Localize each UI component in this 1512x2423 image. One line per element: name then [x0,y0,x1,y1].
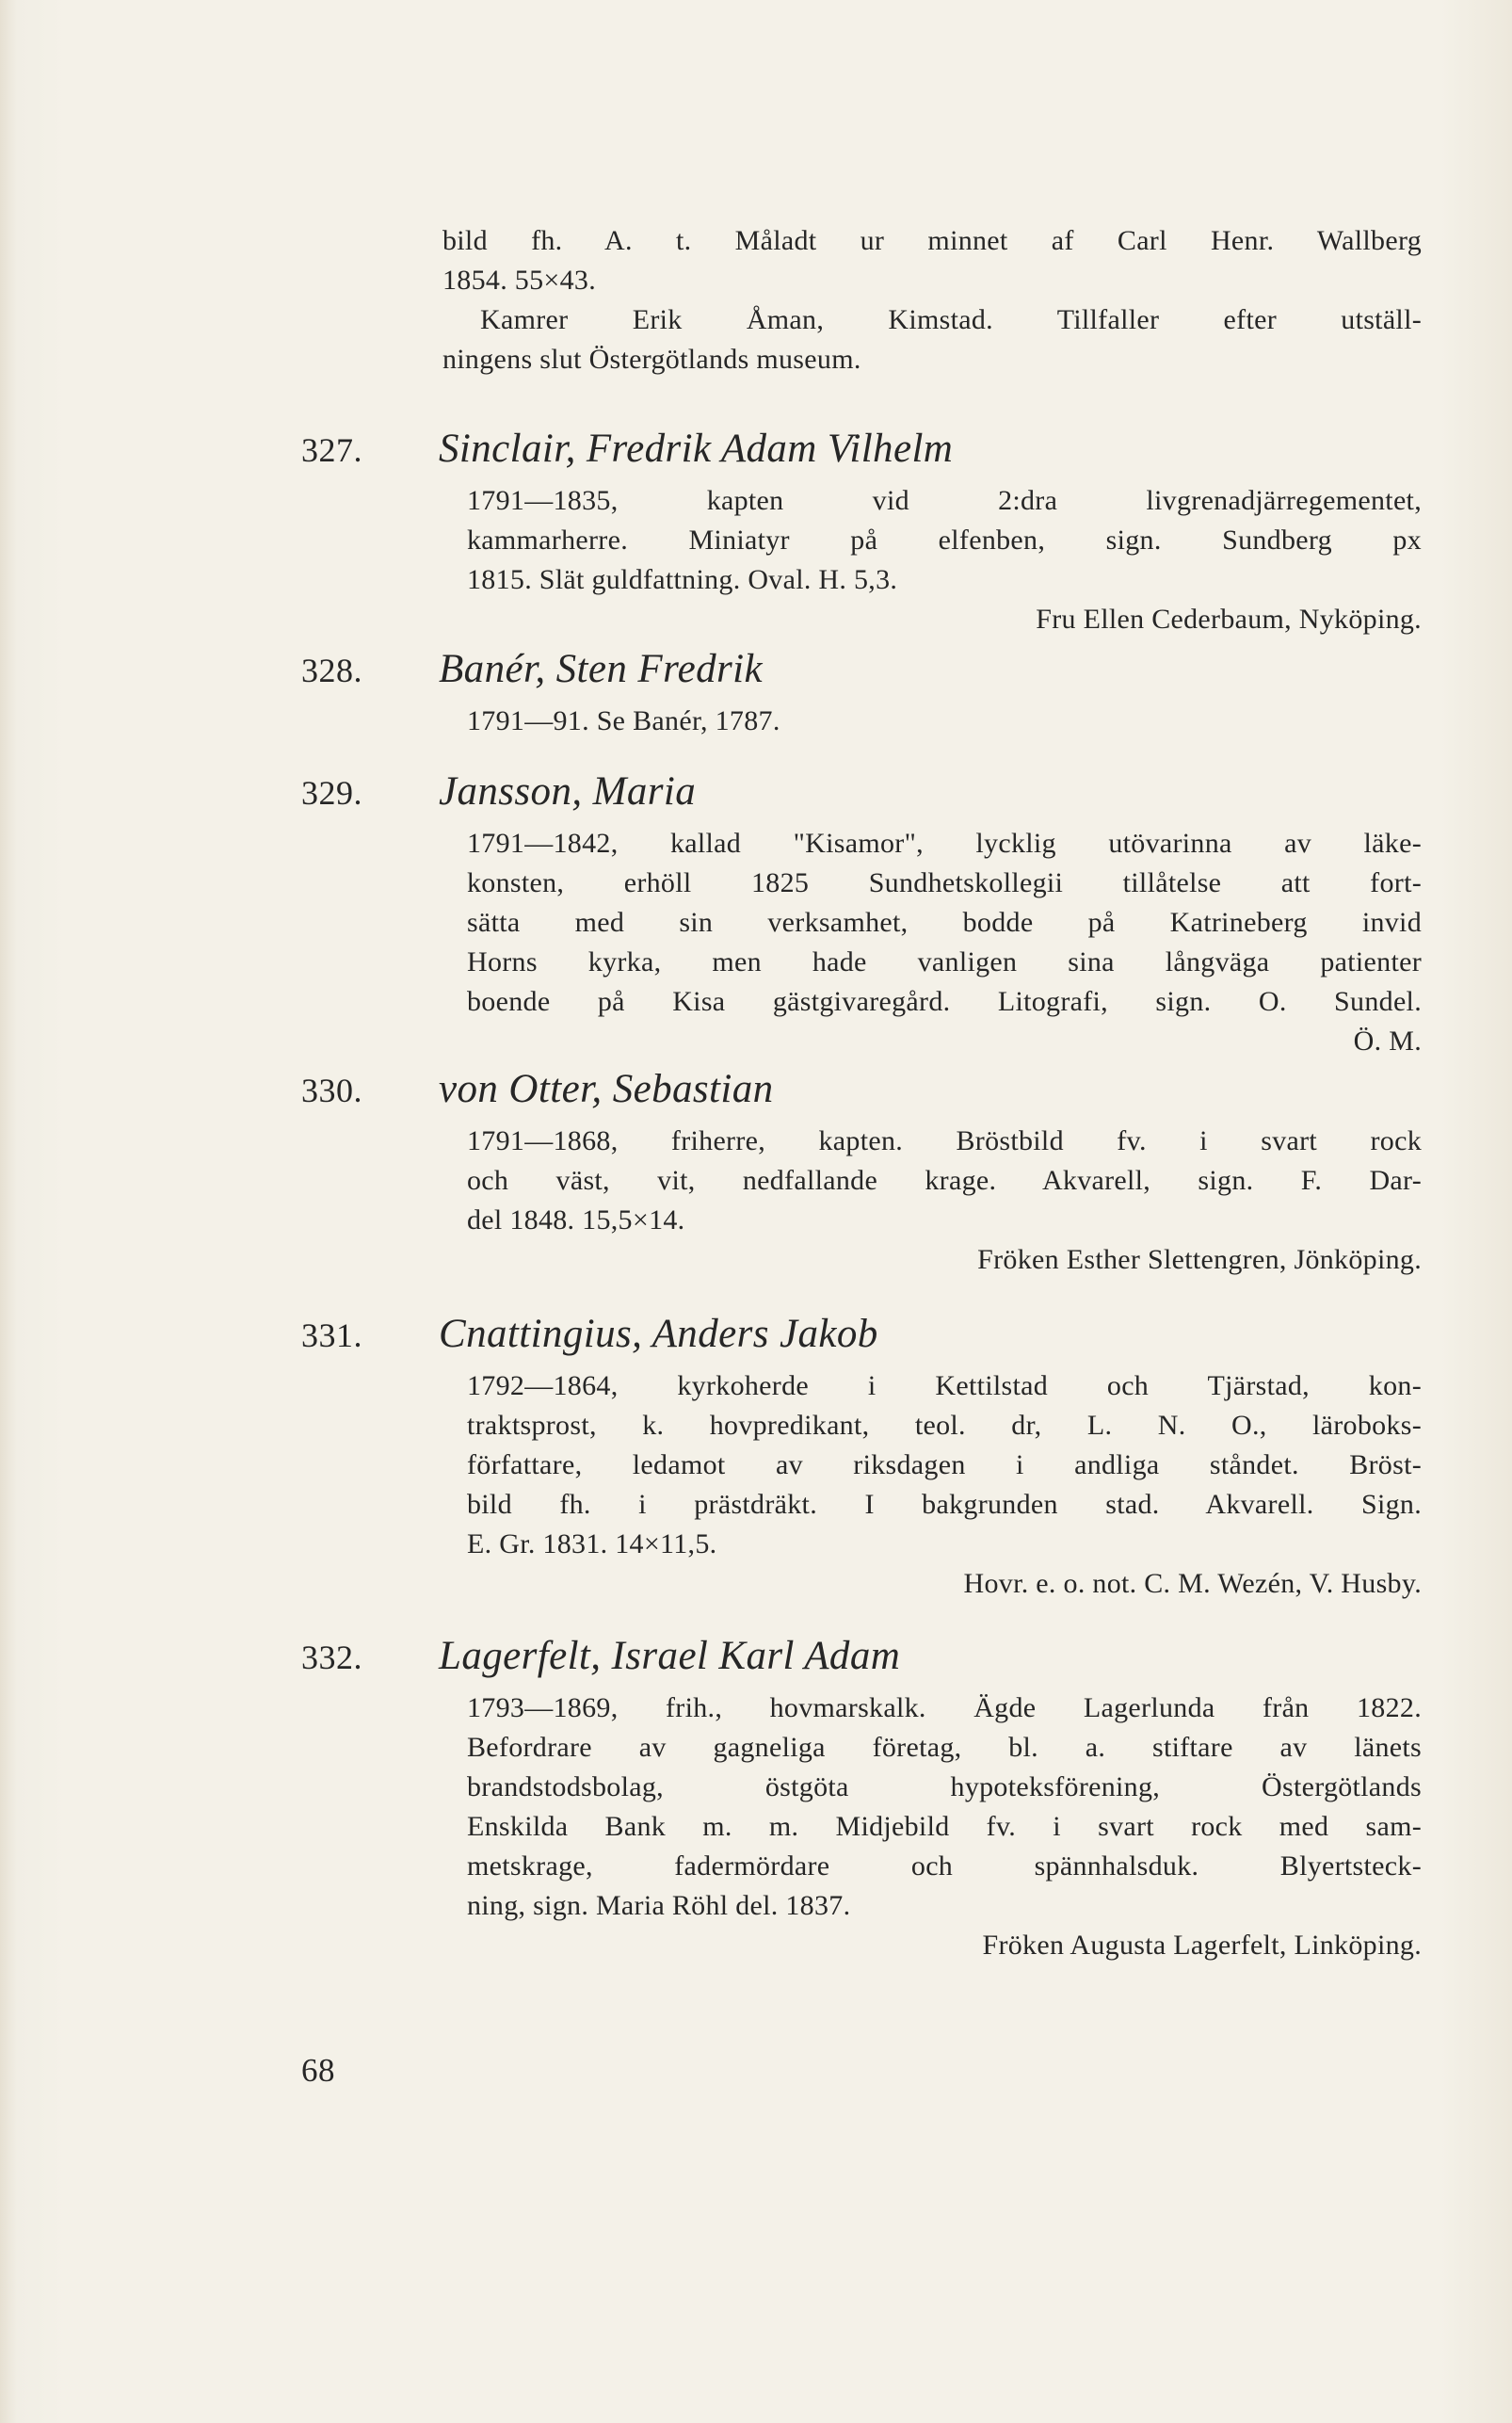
entry-number: 329. [301,774,362,812]
entry-name: Cnattingius, Anders Jakob [439,1312,878,1356]
catalog-entry-330 [301,1063,1422,1280]
text-line: ningens slut Östergötlands museum. [442,344,861,375]
entry-name: Lagerfelt, Israel Karl Adam [439,1634,901,1678]
text-line: E. Gr. 1831. 14×11,5. [467,1528,717,1559]
owner-line: Fröken Esther Slettengren, Jönköping. [977,1244,1422,1275]
entry-body [467,702,1422,741]
catalog-entry-332 [301,1630,1422,1965]
entry-number: 331. [301,1316,362,1354]
entry-body [467,824,1422,1061]
entry-number: 327. [301,431,362,469]
entry-header [301,766,1422,820]
owner-line: Fröken Augusta Lagerfelt, Linköping. [982,1930,1422,1961]
intro-fragment [442,221,1422,380]
entry-header [301,1308,1422,1363]
catalog-entry-328 [301,643,1422,741]
entry-number: 330. [301,1072,362,1109]
text-line: 1815. Slät guldfattning. Oval. H. 5,3. [467,564,898,595]
page-content [301,221,1422,1965]
catalog-entry-331 [301,1308,1422,1604]
entry-name: Banér, Sten Fredrik [439,647,763,691]
text-line: traktsprost, k. hovpredikant, teol. dr, L. N. O., läroboks- [467,1410,1422,1441]
page-number: 68 [301,2052,335,2089]
text-line: 1791—1842, kallad "Kisamor", lycklig utövarinna av läke- [467,828,1422,859]
text-line: 1854. 55×43. [442,265,597,296]
text-line: Befordrare av gagneliga företag, bl. a. stiftare av länets [467,1732,1422,1763]
entry-header [301,1063,1422,1118]
text-line: konsten, erhöll 1825 Sundhetskollegii tillåtelse att fort- [467,867,1422,898]
text-line: metskrage, fadermördare och spännhalsduk. Blyertsteck- [467,1850,1422,1882]
text-line: Enskilda Bank m. m. Midjebild fv. i svart rock med sam- [467,1811,1422,1842]
text-line: Kamrer Erik Åman, Kimstad. Tillfaller efter utställ- [480,304,1422,335]
text-line: och väst, vit, nedfallande krage. Akvarell, sign. F. Dar- [467,1165,1422,1196]
entry-body [467,1366,1422,1604]
entry-header [301,1630,1422,1685]
text-line: 1791—1868, friherre, kapten. Bröstbild fv. i svart rock [467,1125,1422,1156]
entry-body [467,1122,1422,1280]
text-line: 1793—1869, frih., hovmarskalk. Ägde Lagerlunda från 1822. [467,1692,1422,1723]
entry-header [301,423,1422,477]
text-line: 1792—1864, kyrkoherde i Kettilstad och Tjärstad, kon- [467,1370,1422,1401]
text-line: bild fh. i prästdräkt. I bakgrunden stad. Akvarell. Sign. [467,1489,1422,1520]
text-line: författare, ledamot av riksdagen i andliga ståndet. Bröst- [467,1449,1422,1480]
entry-body [467,1688,1422,1965]
catalog-entry-327 [301,423,1422,639]
owner-line: Hovr. e. o. not. C. M. Wezén, V. Husby. [963,1568,1422,1599]
entry-name: von Otter, Sebastian [439,1067,774,1111]
entry-number: 332. [301,1639,362,1676]
text-line: 1791—1835, kapten vid 2:dra livgrenadjärregementet, [467,485,1422,516]
text-line: boende på Kisa gästgivaregård. Litografi, sign. O. Sundel. [467,986,1422,1017]
text-line: Horns kyrka, men hade vanligen sina långväga patienter [467,946,1422,977]
owner-line: Ö. M. [1353,1026,1422,1057]
text-line: del 1848. 15,5×14. [467,1204,685,1236]
text-line: bild fh. A. t. Måladt ur minnet af Carl Henr. Wallberg [442,225,1422,256]
entry-name: Jansson, Maria [439,769,697,814]
owner-line: Fru Ellen Cederbaum, Nyköping. [1036,604,1422,635]
text-line: sätta med sin verksamhet, bodde på Katrineberg invid [467,907,1422,938]
text-line: ning, sign. Maria Röhl del. 1837. [467,1890,851,1921]
entry-header [301,643,1422,698]
entry-name: Sinclair, Fredrik Adam Vilhelm [439,427,954,471]
catalog-entry-329 [301,766,1422,1061]
text-line: 1791—91. Se Banér, 1787. [467,705,780,736]
entry-body [467,481,1422,639]
text-line: kammarherre. Miniatyr på elfenben, sign. Sundberg px [467,525,1422,556]
entry-number: 328. [301,652,362,689]
text-line: brandstodsbolag, östgöta hypoteksförening, Östergötlands [467,1771,1422,1802]
